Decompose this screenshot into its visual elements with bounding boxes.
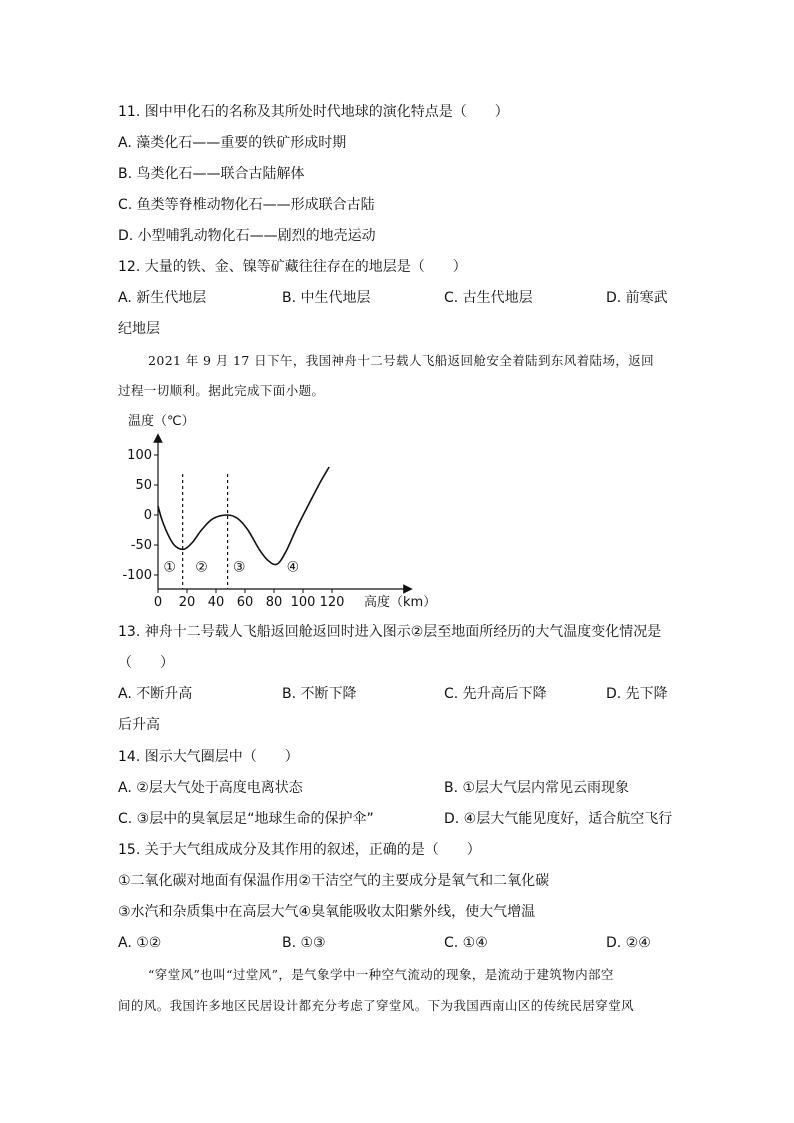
y-tick-label: 100 xyxy=(127,448,152,463)
x-axis-label: 高度（km） xyxy=(364,595,437,610)
q13-option-d-wrap: 后升高 xyxy=(118,717,160,733)
q13-option-d[interactable]: D. 先下降 xyxy=(606,686,668,702)
x-tick-label: 20 xyxy=(178,595,196,610)
q13-option-c[interactable]: C. 先升高后下降 xyxy=(444,686,547,702)
x-tick-label: 40 xyxy=(207,595,225,610)
q13-answer-paren: （ ） xyxy=(118,655,174,671)
intro2-line1: “穿堂风”也叫“过堂风”，是气象学中一种空气流动的现象，是流动于建筑物内部空 xyxy=(148,967,614,982)
q14-option-b[interactable]: B. ①层大气层内常见云雨现象 xyxy=(444,780,630,796)
q13-option-a[interactable]: A. 不断升高 xyxy=(118,686,193,702)
x-tick-label: 100 xyxy=(290,595,316,610)
q15-statement-line1: ①二氧化碳对地面有保温作用②干洁空气的主要成分是氧气和二氧化碳 xyxy=(118,873,550,889)
q11-option-c[interactable]: C. 鱼类等脊椎动物化石——形成联合古陆 xyxy=(118,197,375,213)
temperature-altitude-chart xyxy=(118,408,448,613)
y-tick-label: 0 xyxy=(143,508,152,523)
q15-statement-line2: ③水汽和杂质集中在高层大气④臭氧能吸收太阳紫外线，使大气增温 xyxy=(118,904,536,920)
intro2-line2: 间的风。我国许多地区民居设计都充分考虑了穿堂风。下为我国西南山区的传统民居穿堂风 xyxy=(118,998,635,1013)
q11-stem: 11. 图中甲化石的名称及其所处时代地球的演化特点是（ ） xyxy=(118,104,509,120)
q15-stem: 15. 关于大气组成成分及其作用的叙述，正确的是（ ） xyxy=(118,842,481,858)
q12-stem: 12. 大量的铁、金、镍等矿藏往往存在的地层是（ ） xyxy=(118,259,467,275)
q14-option-a[interactable]: A. ②层大气处于高度电离状态 xyxy=(118,780,303,796)
y-tick-label: -100 xyxy=(122,568,152,583)
temperature-curve xyxy=(158,467,329,565)
y-tick-label: 50 xyxy=(135,478,152,493)
intro1-line2: 过程一切顺利。据此完成下面小题。 xyxy=(118,383,325,398)
q15-option-c[interactable]: C. ①④ xyxy=(444,935,488,951)
q11-option-a[interactable]: A. 藻类化石——重要的铁矿形成时期 xyxy=(118,135,347,151)
q12-option-c[interactable]: C. 古生代地层 xyxy=(444,290,533,306)
q15-option-b[interactable]: B. ①③ xyxy=(282,935,326,951)
q13-option-b[interactable]: B. 不断下降 xyxy=(282,686,357,702)
layer-label: ④ xyxy=(286,559,300,576)
layer-label: ③ xyxy=(232,559,246,576)
q11-option-d[interactable]: D. 小型哺乳动物化石——剧烈的地壳运动 xyxy=(118,228,376,244)
x-tick-label: 80 xyxy=(265,595,283,610)
q12-option-a[interactable]: A. 新生代地层 xyxy=(118,290,207,306)
q12-option-b[interactable]: B. 中生代地层 xyxy=(282,290,371,306)
x-tick-label: 0 xyxy=(153,595,163,610)
layer-label: ① xyxy=(163,559,176,576)
layer-label: ② xyxy=(195,559,208,576)
q14-option-d[interactable]: D. ④层大气能见度好，适合航空飞行 xyxy=(444,811,673,827)
q11-option-b[interactable]: B. 鸟类化石——联合古陆解体 xyxy=(118,166,305,182)
q12-option-d[interactable]: D. 前寒武 xyxy=(606,290,668,306)
intro1-line1: 2021 年 9 月 17 日下午，我国神舟十二号载人飞船返回舱安全着陆到东风着陆场，返回 xyxy=(148,353,655,368)
y-tick-label: -50 xyxy=(130,538,152,553)
q15-option-a[interactable]: A. ①② xyxy=(118,935,162,951)
q12-option-d-wrap: 纪地层 xyxy=(118,321,160,337)
q14-option-c[interactable]: C. ③层中的臭氧层足“地球生命的保护伞” xyxy=(118,811,374,827)
q15-option-d[interactable]: D. ②④ xyxy=(606,935,651,951)
y-axis-label: 温度（℃） xyxy=(128,414,195,429)
q14-stem: 14. 图示大气圈层中（ ） xyxy=(118,749,299,765)
x-tick-label: 60 xyxy=(236,595,254,610)
x-tick-label: 120 xyxy=(319,595,345,610)
q13-stem: 13. 神舟十二号载人飞船返回舱返回时进入图示②层至地面所经历的大气温度变化情况是 xyxy=(118,624,662,640)
